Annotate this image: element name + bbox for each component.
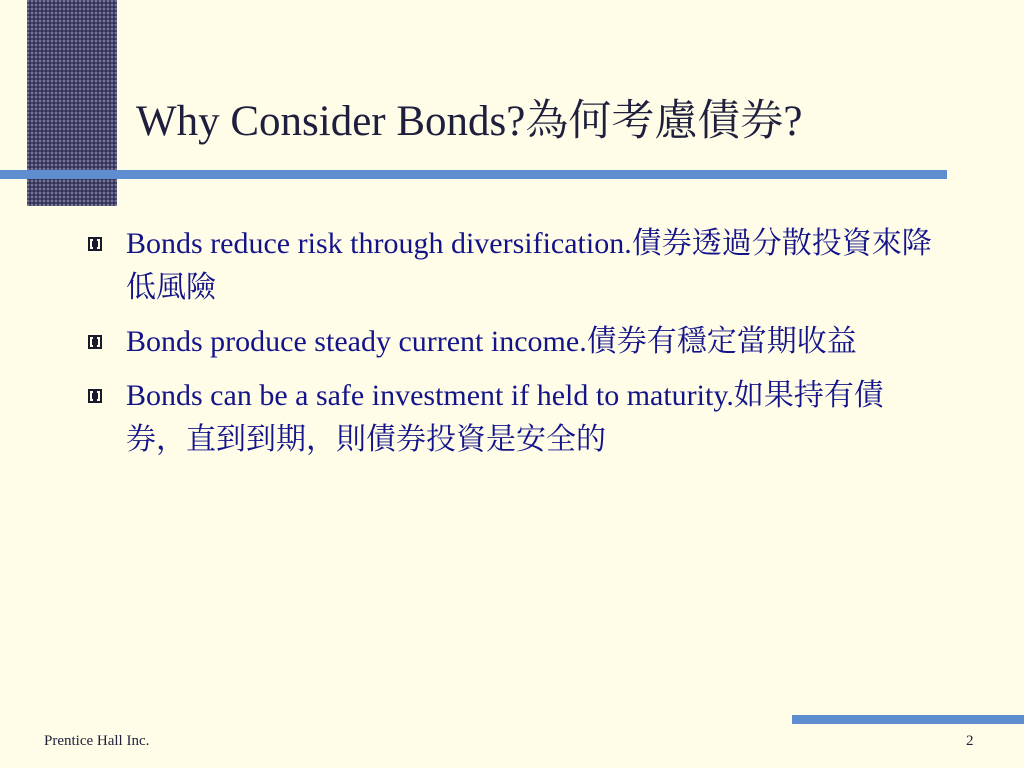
page-number: 2 <box>966 733 974 749</box>
bullet-item-safe-investment <box>86 374 938 462</box>
bullet-text: Bonds reduce risk through diversification.債券透過分散投資來降低風險 <box>126 227 932 304</box>
bullet-list <box>86 222 946 472</box>
bullet-square-icon <box>88 335 102 349</box>
title-underline-rule <box>0 170 947 179</box>
bullet-square-icon <box>88 237 102 251</box>
bullet-square-icon <box>88 389 102 403</box>
footer-publisher: Prentice Hall Inc. <box>44 733 150 749</box>
bullet-item-diversification <box>86 222 938 310</box>
bullet-text: Bonds produce steady current income.債券有穩定當期收益 <box>126 325 857 358</box>
bullet-item-income <box>86 320 938 364</box>
slide-title: Why Consider Bonds?為何考慮債券? <box>136 98 803 145</box>
footer-accent-rule <box>792 715 1024 724</box>
bullet-text: Bonds can be a safe investment if held to maturity.如果持有債券，直到到期，則債券投資是安全的 <box>126 379 884 456</box>
